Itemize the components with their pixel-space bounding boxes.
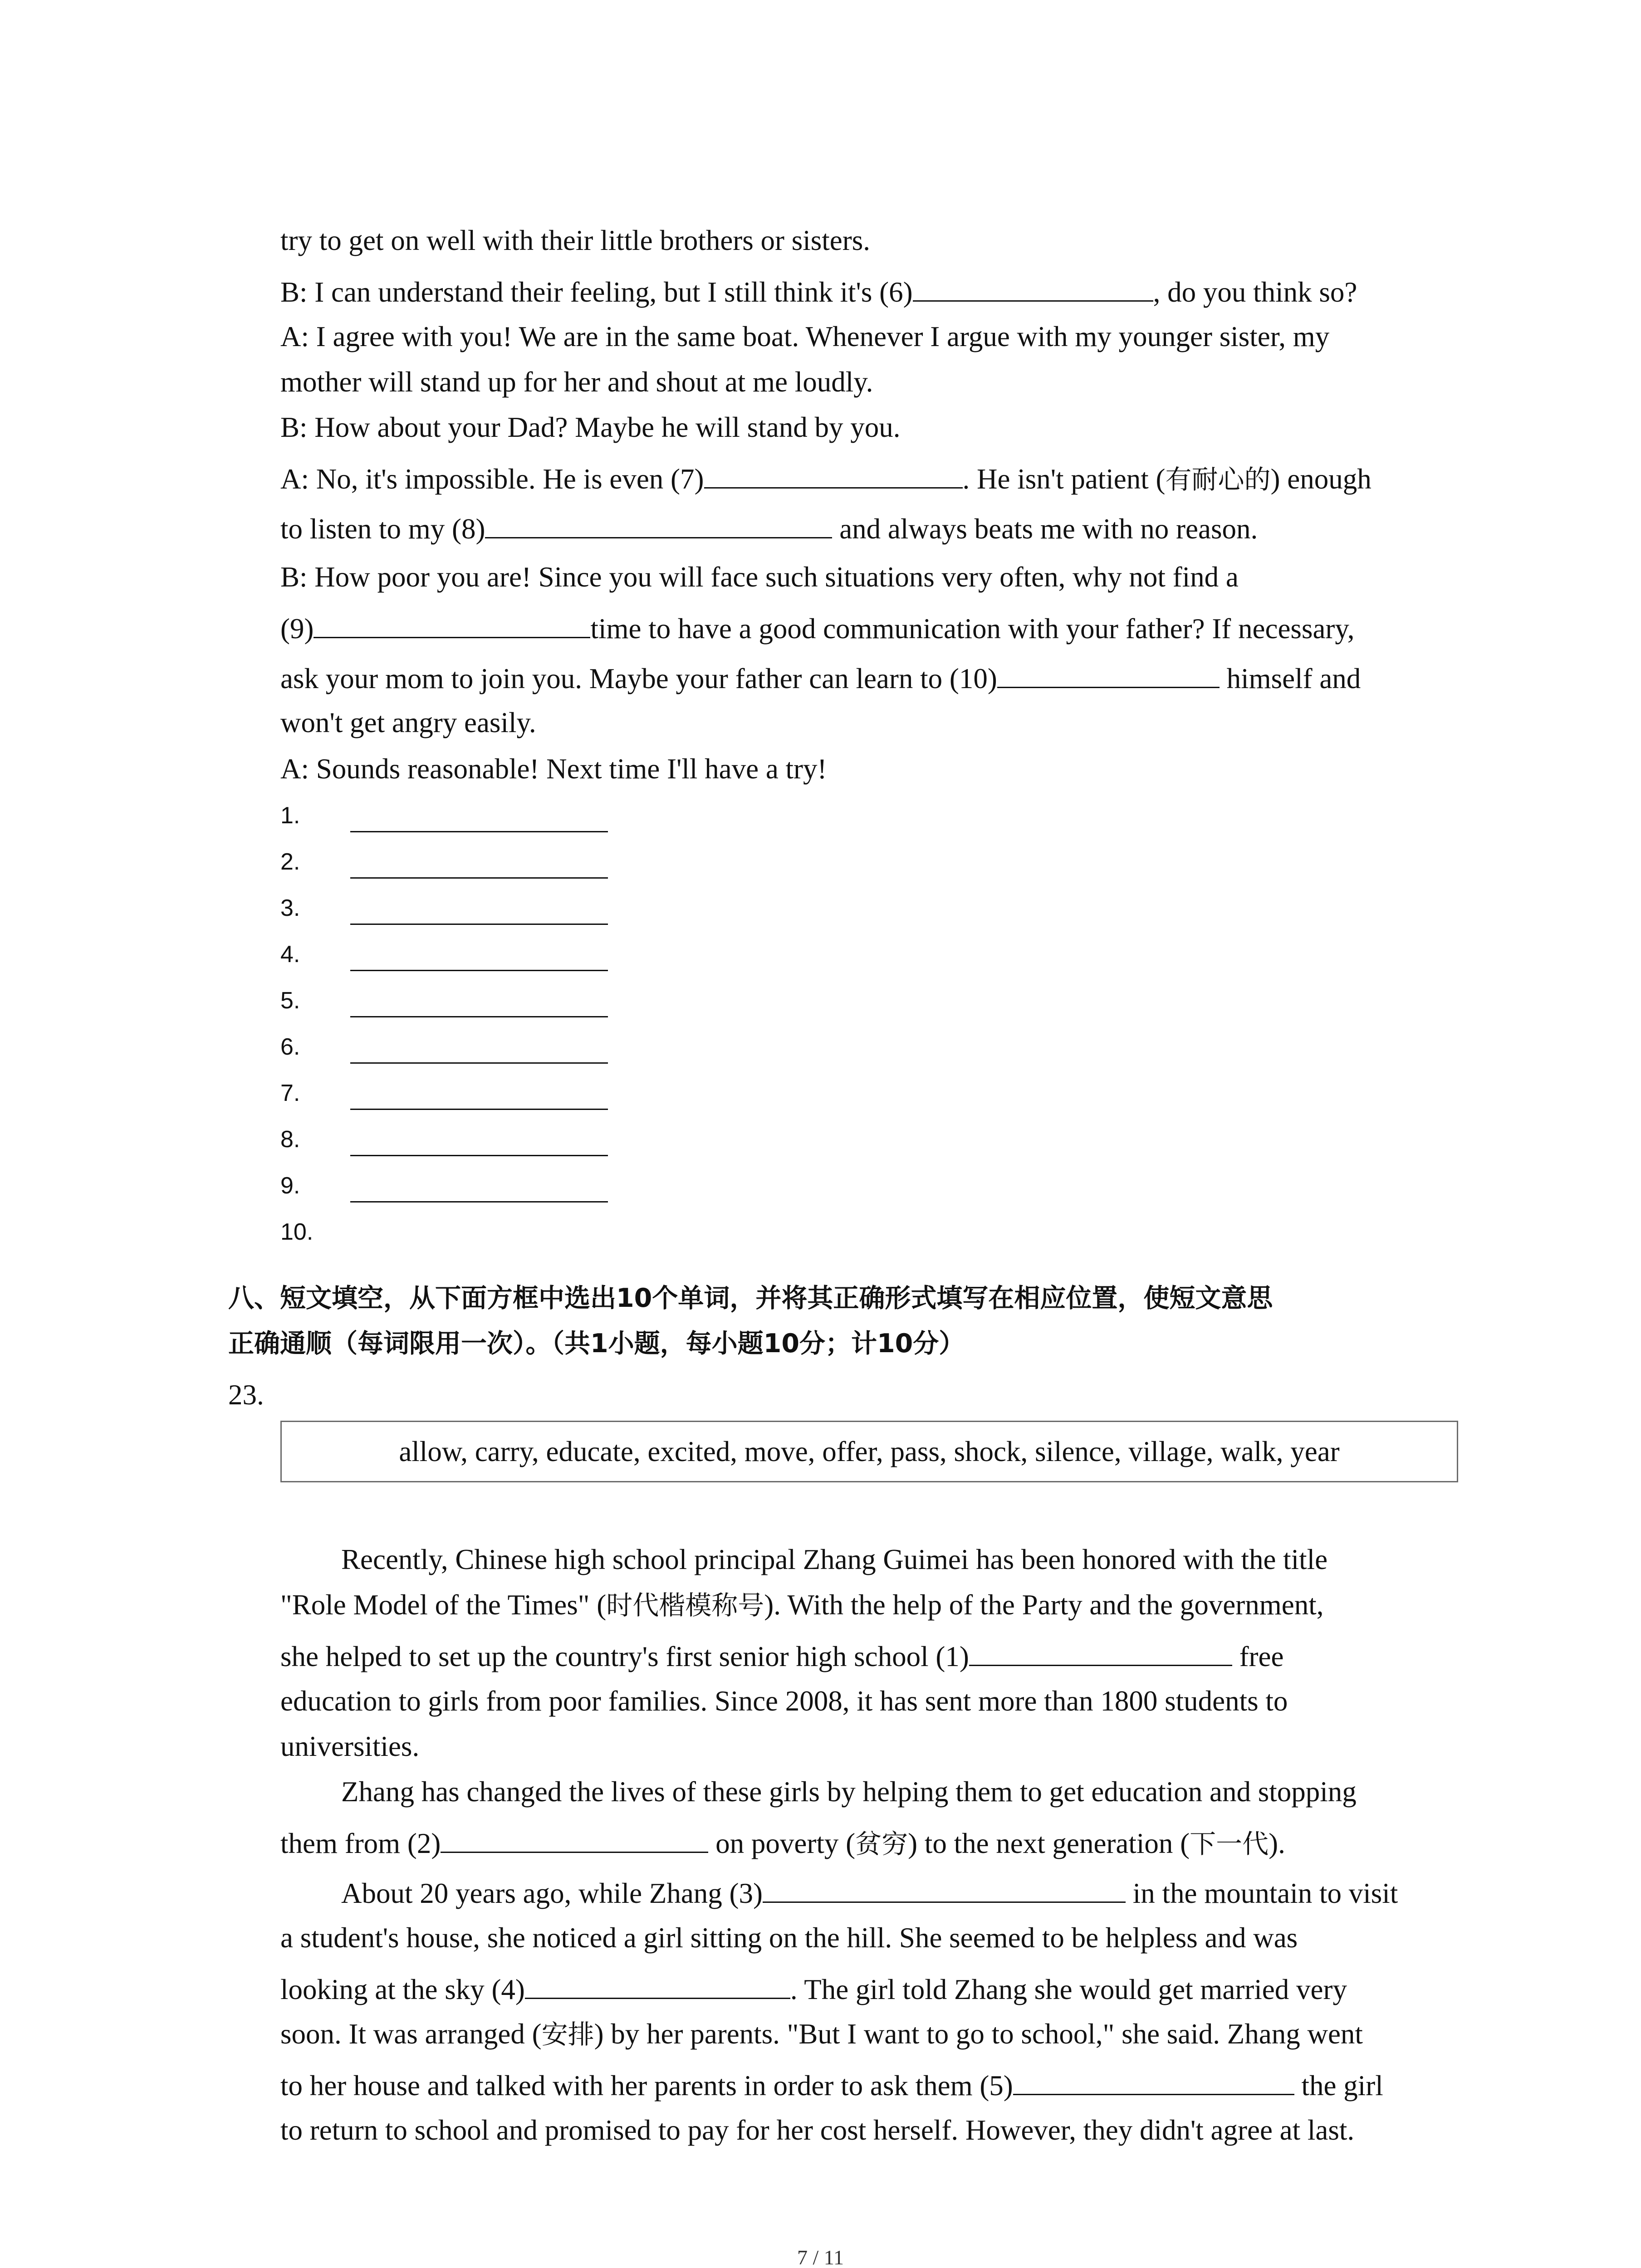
passage-blank-3[interactable]: [763, 1873, 1126, 1903]
passage-line: them from (2) on poverty (贫穷) to the next generation (下一代).: [280, 1823, 1285, 1862]
answer-line-7[interactable]: [350, 1109, 608, 1110]
dialogue-line: B: How about your Dad? Maybe he will stand by you.: [280, 411, 901, 443]
page-number: 7 / 11: [797, 2246, 844, 2268]
answer-line-2[interactable]: [350, 877, 608, 879]
blank-8[interactable]: [485, 509, 832, 538]
answer-line-5[interactable]: [350, 1016, 608, 1017]
answer-line-6[interactable]: [350, 1062, 608, 1064]
passage-line: education to girls from poor families. Since 2008, it has sent more than 1800 students to: [280, 1685, 1288, 1717]
answer-number: 3.: [280, 895, 300, 921]
passage-blank-2[interactable]: [441, 1823, 708, 1853]
passage-line: Zhang has changed the lives of these girls by helping them to get education and stopping: [341, 1776, 1357, 1808]
passage-line: to her house and talked with her parents in order to ask them (5) the girl: [280, 2066, 1383, 2104]
question-number: 23.: [228, 1379, 264, 1411]
dialogue-line: try to get on well with their little brothers or sisters.: [280, 225, 871, 256]
answer-line-4[interactable]: [350, 970, 608, 971]
answer-line-9[interactable]: [350, 1201, 608, 1202]
dialogue-line: mother will stand up for her and shout at me loudly.: [280, 366, 873, 398]
answer-number: 8.: [280, 1126, 300, 1153]
section-heading: 正确通顺（每词限用一次）。（共1小题，每小题10分；计10分）: [228, 1329, 965, 1359]
answer-number: 6.: [280, 1034, 300, 1060]
section-heading: 八、短文填空，从下面方框中选出10个单词，并将其正确形式填写在相应位置，使短文意思: [228, 1283, 1273, 1313]
dialogue-line: won't get angry easily.: [280, 707, 536, 738]
dialogue-line: A: Sounds reasonable! Next time I'll have a try!: [280, 753, 827, 785]
dialogue-line: B: I can understand their feeling, but I still think it's (6) , do you think so?: [280, 272, 1357, 310]
dialogue-line: A: I agree with you! We are in the same boat. Whenever I argue with my younger sister, my: [280, 321, 1330, 352]
answer-number: 7.: [280, 1080, 300, 1106]
dialogue-line: A: No, it's impossible. He is even (7) . He isn't patient (有耐心的) enough: [280, 459, 1372, 498]
answer-number: 9.: [280, 1173, 300, 1199]
blank-10[interactable]: [997, 659, 1220, 688]
answer-number: 1.: [280, 802, 300, 829]
answer-number: 2.: [280, 849, 300, 875]
answer-number: 5.: [280, 987, 300, 1014]
passage-line: Recently, Chinese high school principal Zhang Guimei has been honored with the title: [341, 1544, 1328, 1575]
answer-number: 4.: [280, 941, 300, 968]
passage-line: to return to school and promised to pay for her cost herself. However, they didn't agree at last.: [280, 2114, 1355, 2146]
answer-line-1[interactable]: [350, 831, 608, 832]
blank-9[interactable]: [314, 609, 590, 638]
answer-line-8[interactable]: [350, 1155, 608, 1156]
passage-line: a student's house, she noticed a girl sitting on the hill. She seemed to be helpless and was: [280, 1922, 1298, 1954]
dialogue-line: to listen to my (8) and always beats me with no reason.: [280, 509, 1258, 547]
passage-blank-4[interactable]: [525, 1970, 790, 1999]
passage-line: About 20 years ago, while Zhang (3) in the mountain to visit: [341, 1873, 1398, 1911]
word-box: [280, 1421, 1458, 1482]
passage-blank-1[interactable]: [969, 1637, 1232, 1666]
passage-blank-5[interactable]: [1013, 2066, 1294, 2095]
dialogue-line: ask your mom to join you. Maybe your father can learn to (10) himself and: [280, 659, 1361, 697]
passage-line: looking at the sky (4) . The girl told Zhang she would get married very: [280, 1970, 1347, 2008]
passage-line: "Role Model of the Times" (时代楷模称号). With the help of the Party and the government,: [280, 1589, 1324, 1621]
answer-number: 10.: [280, 1219, 314, 1245]
dialogue-line: (9) time to have a good communication with your father? If necessary,: [280, 609, 1355, 647]
blank-6[interactable]: [913, 272, 1153, 302]
dialogue-line: B: How poor you are! Since you will face such situations very often, why not find a: [280, 561, 1239, 593]
passage-line: soon. It was arranged (安排) by her parents. "But I want to go to school," she said. Zhang went: [280, 2018, 1363, 2050]
word-list: allow, carry, educate, excited, move, offer, pass, shock, silence, village, walk, year: [399, 1435, 1340, 1467]
blank-7[interactable]: [704, 459, 963, 489]
passage-line: universities.: [280, 1730, 420, 1762]
answer-line-3[interactable]: [350, 924, 608, 925]
passage-line: she helped to set up the country's first senior high school (1) free: [280, 1637, 1283, 1675]
